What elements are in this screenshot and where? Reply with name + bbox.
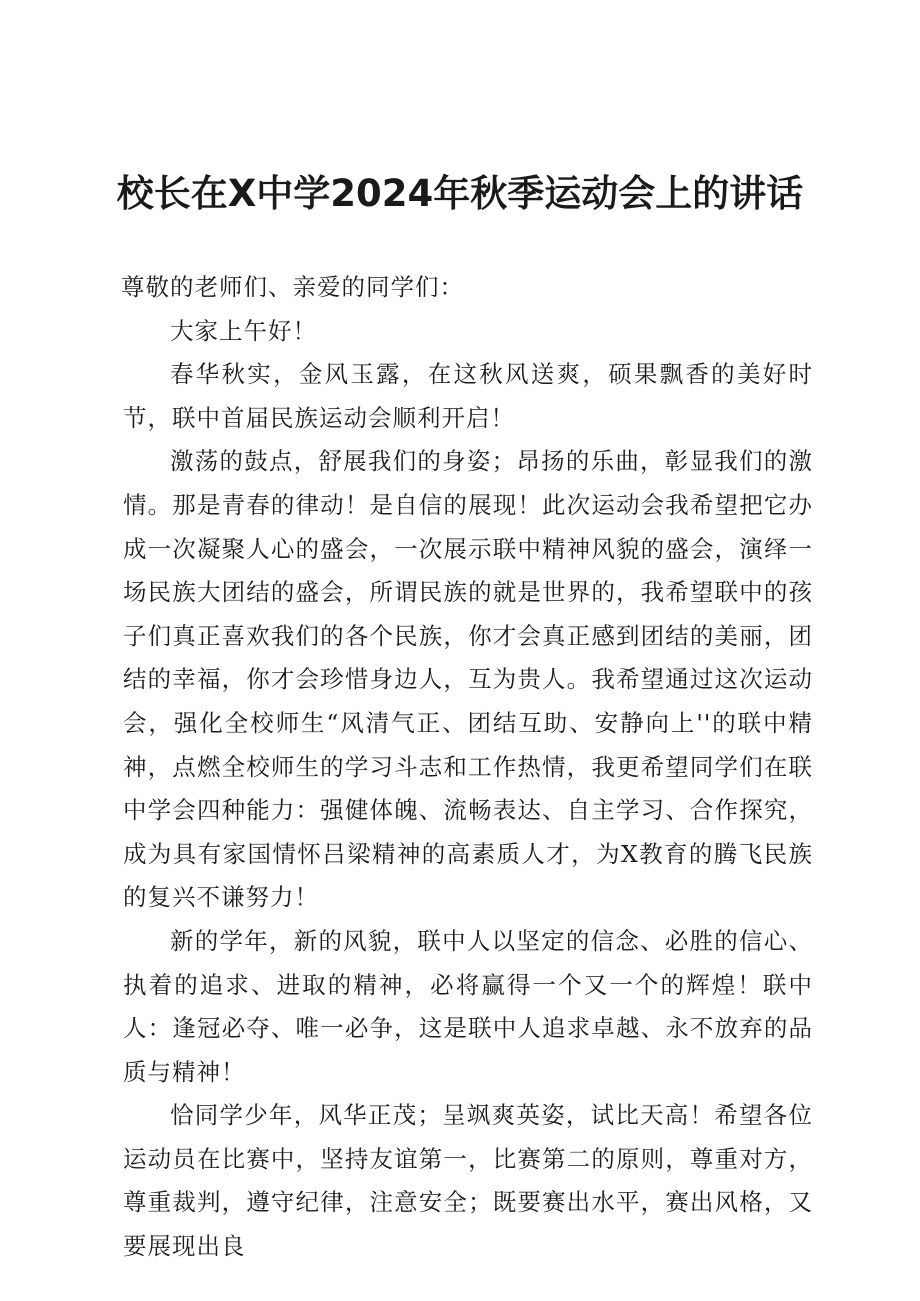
paragraph-main: 激荡的鼓点，舒展我们的身姿；昂扬的乐曲，彰显我们的激情。那是青春的律动！是自信的展现！此次运动会我希望把它办成一次凝聚人心的盛会，一次展示联中精神风貌的盛会，演绎一场民族大团结的盛会，所谓民族的就是世界的，我希望联中的孩子们真正喜欢我们的各个民族，你才会真正感到团结的美丽，团结的幸福，你才会珍惜身边人，互为贵人。我希望通过这次运动会，强化全校师生“风清气正、团结互助、安静向上''的联中精神，点燃全校师生的学习斗志和工作热情，我更希望同学们在联中学会四种能力：强健体魄、流畅表达、自主学习、合作探究，成为具有家国情怀吕梁精神的高素质人才，为X教育的腾飞民族的复兴不谦努力！ <box>123 447 813 912</box>
speech-title: 校长在X中学2024年秋季运动会上的讲话 <box>116 172 804 215</box>
speech-body <box>123 266 813 1269</box>
salutation: 尊敬的老师们、亲爱的同学们： <box>121 273 464 301</box>
paragraph-athletes: 恰同学少年，风华正茂；呈飒爽英姿，试比天高！希望各位运动员在比赛中，坚持友谊第一，比赛第二的原则，尊重对方，尊重裁判，遵守纪律，注意安全；既要赛出水平，赛出风格，又要展现出良 <box>123 1101 813 1261</box>
paragraph-opening: 春华秋实，金风玉露，在这秋风送爽，硕果飘香的美好时节，联中首届民族运动会顺利开启！ <box>123 360 813 432</box>
paragraph-new-year: 新的学年，新的风貌，联中人以坚定的信念、必胜的信心、执着的追求、进取的精神，必将赢得一个又一个的辉煌！联中人：逢冠必夺、唯一必争，这是联中人追求卓越、永不放弃的品质与精神！ <box>123 926 813 1086</box>
paragraph-greeting: 大家上午好！ <box>170 316 317 345</box>
